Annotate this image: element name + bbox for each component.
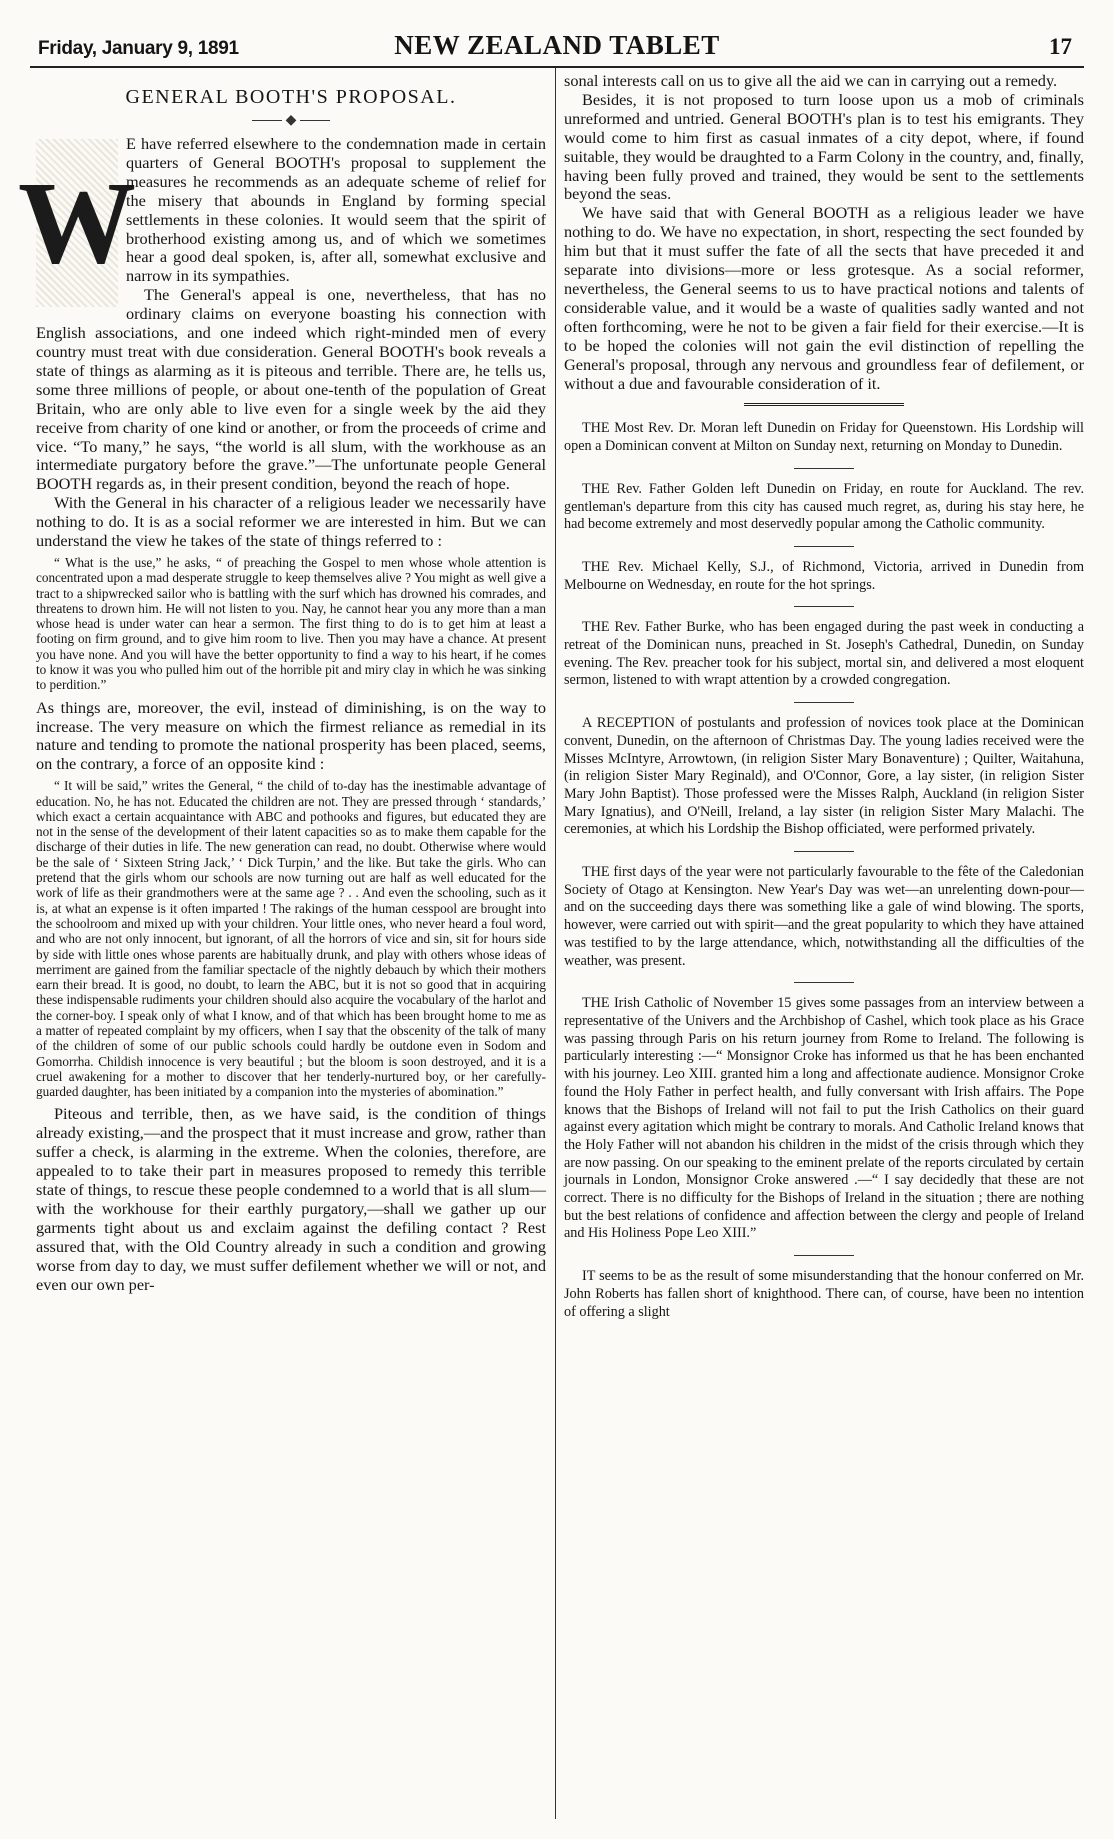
article-title: GENERAL BOOTH'S PROPOSAL. xyxy=(125,86,457,108)
item-divider xyxy=(794,851,854,852)
title-ornament: ◆ xyxy=(36,115,546,127)
news-item: IT seems to be as the result of some misunderstanding that the honour conferred on Mr. John Roberts has fallen short of knighthood. There can, of course, have been no intention of offering a slight xyxy=(564,1268,1084,1320)
page-number: 17 xyxy=(1049,34,1072,59)
item-divider xyxy=(794,1255,854,1256)
article-paragraph: Besides, it is not proposed to turn loose upon us a mob of criminals unreformed and untried. General BOOTH's plan is to test his emigrants. They would come to him first as casual inmates of a city depot, where, if found suitable, they would be draughted to a Farm Colony in the country, and, finally, having been fully proved and trained, they would be sent to the settlements beyond the seas. xyxy=(564,89,1084,204)
item-divider xyxy=(794,702,854,703)
header-rule xyxy=(30,66,1084,68)
drop-cap-letter: W xyxy=(36,139,118,307)
article-paragraph: The General's appeal is one, nevertheless, that has no ordinary claims on everyone boasting his connection with English associations, and one indeed which right-minded men of every country must treat with due consideration. General BOOTH's book reveals a state of things as alarming as it is piteous and terrible. There are, he tells us, some three millions of people, or about one-tenth of the population of Great Britain, who are only able to live even for a single week by the aid they receive from charity of one kind or another, or from the proceeds of crime and vice. “To many,” he says, “the world is all slum, with the workhouse as an intermediate purgatory before the grave.”—The unfortunate people General BOOTH regards as, in their present condition, beyond the reach of hope. xyxy=(36,285,546,494)
left-column xyxy=(18,72,546,1829)
news-item: THE Rev. Father Golden left Dunedin on Friday, en route for Auckland. The rev. gentleman's departure from this city has caused much regret, as, during his stay here, he had become extremely and most deservedly popular among the Catholic community. xyxy=(564,480,1084,533)
article-paragraph: As things are, moreover, the evil, instead of diminishing, is on the way to increase. The very measure on which the firmest reliance as remedial in its nature and tending to promote the national prosperity has been placed, seems, on the contrary, a force of an opposite kind : xyxy=(36,697,546,774)
news-item: THE Rev. Michael Kelly, S.J., of Richmond, Victoria, arrived in Dunedin from Melbourne on Wednesday, en route for the hot springs. xyxy=(564,558,1084,593)
item-divider xyxy=(794,468,854,469)
column-divider xyxy=(555,68,556,1819)
masthead-title: NEW ZEALAND TABLET xyxy=(394,30,720,60)
issue-date: Friday, January 9, 1891 xyxy=(38,38,239,59)
drop-cap xyxy=(18,139,136,307)
item-divider xyxy=(794,546,854,547)
right-column xyxy=(564,72,1084,1829)
block-quote: “ It will be said,” writes the General, “ the child of to-day has the inestimable advantage of education. No, he has not. Educated the children are not. They are pressed through ‘ standards,’ which exact a certain acquaintance with ABC and pothooks and figures, but educated they are not in the sense of the development of their latent capacities so as to make them capable for the discharge of their duties in life. The new generation can read, no doubt. Otherwise where would be the sale of ‘ Sixteen String Jack,’ ‘ Dick Turpin,’ and the like. But take the girls. Who can pretend that the girls whom our schools are now turning out are half as well educated for the work of life as their grandmothers were at the same age ? . . And even the schooling, such as it is, at what an expense is it often imparted ! The rakings of the human cesspool are brought into the schoolroom and mixed up with your children. Your little ones, who never heard a foul word, and who are not only innocent, but ignorant, of all the horrors of vice and sin, sit for hours side by side with little ones whose parents are habitually drunk, and play with others whose ideas of merriment are gained from the familiar spectacle of the nightly debauch by which their mothers earn their bread. It is good, no doubt, to learn the ABC, but it is not so good that in acquiring these indispensable rudiments your children should also acquire the vocabulary of the harlot and the corner-boy. I speak only of what I know, and of that which has been brought home to me as a matter of repeated complaint by my officers, when I say that the obscenity of the talk of many of the children of some of our public schools could hardly be outdone even in Sodom and Gomorrha. Childish innocence is very beautiful ; but the bloom is soon destroyed, and it is a cruel awakening for a mother to discover that her tenderly-nurtured boy, or her carefully-guarded daughter, has been initiated by a companion into the mysteries of abomination.” xyxy=(36,778,546,1100)
news-item: THE first days of the year were not particularly favourable to the fête of the Caledonian Society of Otago at Kensington. New Year's Day was wet—an unrelenting down-pour—and on the succeeding days there was something like a gale of wind blowing. The sports, however, were carried out with spirit—and the great popularity to which they have attained was testified to by the large attendance, which, notwithstanding all the difficulties of the weather, was present. xyxy=(564,864,1084,969)
article-paragraph: We have said that with General BOOTH as a religious leader we have nothing to do. We have no expectation, in short, respecting the sect founded by him but that it must suffer the fate of all the sects that have preceded it and separate into divisions—more or less grotesque. As a social reformer, nevertheless, the General seems to us to have practical notions and talents of considerable value, and it would be a waste of qualities sadly wanted and not often forthcoming, were he not to be given a fair field for their exercise.—It is to be hoped the colonies will not gain the evil distinction of repelling the General's proposal, through any nervous and groundless fear of defilement, or without a due and favourable consideration of it. xyxy=(564,203,1084,393)
news-item: THE Most Rev. Dr. Moran left Dunedin on Friday for Queenstown. His Lordship will open a Dominican convent at Milton on Sunday next, returning on Monday to Dunedin. xyxy=(564,420,1084,455)
item-divider xyxy=(794,606,854,607)
item-divider xyxy=(794,982,854,983)
section-divider xyxy=(744,403,904,406)
article-paragraph: E have referred elsewhere to the condemnation made in certain quarters of General BOOTH's proposal to supplement the measures he recommends as an adequate scheme of relief for the misery that abounds in England by forming special settlements in these colonies. It would seem that the spirit of brotherhood existing among us, and of which we sometimes hear a good deal spoken, is, after all, somewhat exclusive and narrow in its sympathies. xyxy=(126,134,546,286)
article-paragraph: sonal interests call on us to give all the aid we can in carrying out a remedy. xyxy=(564,71,1058,90)
news-item: THE Irish Catholic of November 15 gives some passages from an interview between a representative of the Univers and the Archbishop of Cashel, which took place as his Grace was passing through Paris on his return journey from Rome to Ireland. The following is particularly interesting :—“ Monsignor Croke has informed us that he has been enchanted with his journey. Leo XIII. granted him a long and affectionate audience. Monsignor Croke found the Holy Father in perfect health, and fully conversant with Irish affairs. The Pope knows that the Bishops of Ireland will not fail to put the Irish Catholics on their guard against every agitation which might be contrary to morals. And Catholic Ireland knows that the Holy Father will not abandon his children in the midst of the crisis through which they are now passing. On our speaking to the eminent prelate of the reports circulated by certain journals in London, Monsignor Croke answered .—“ I say decidedly that these are not correct. There is no difficulty for the Bishops of Ireland in the situation ; there are nothing but the best relations of confidence and affection between the clergy and people of Ireland and His Holiness Pope Leo XIII.” xyxy=(564,995,1084,1242)
article-paragraph: Piteous and terrible, then, as we have said, is the condition of things already existing,—and the prospect that it must increase and grow, rather than suffer a check, is alarming in the extreme. When the colonies, therefore, are appealed to to take their part in measures proposed to remedy this terrible state of things, to rescue these people condemned to a world that is all slum—with the workhouse for their earthly purgatory,—shall we gather up our garments tight about us and exclaim against the defiling contact ? Rest assured that, with the Old Country already in such a condition and growing worse from day to day, we must suffer defilement whether we will or not, and even our own per- xyxy=(36,1104,546,1294)
page-header xyxy=(30,30,1084,62)
news-item: THE Rev. Father Burke, who has been engaged during the past week in conducting a retreat of the Dominican nuns, preached in St. Joseph's Cathedral, Dunedin, on Sunday evening. The Rev. preacher took for his subject, mortal sin, and delivered a most eloquent sermon, listened to with wrapt attention by a crowded congregation. xyxy=(564,619,1084,689)
news-item: A RECEPTION of postulants and profession of novices took place at the Dominican convent, Dunedin, on the afternoon of Christmas Day. The young ladies received were the Misses McIntyre, Arrowtown, (in religion Sister Mary Bonaventure) ; Quilter, Waitahuna, (in religion Sister Mary Reginald), and O'Connor, Gore, a lay sister, (in religion Sister Mary John Baptist). Those professed were the Misses Ralph, Auckland (in religion Sister Mary Ignatius), and O'Neill, Ireland, a lay sister (in religion Sister Mary Malachi. The ceremonies, at which his Lordship the Bishop officiated, were performed privately. xyxy=(564,715,1084,838)
block-quote: “ What is the use,” he asks, “ of preaching the Gospel to men whose whole attention is concentrated upon a mad desperate struggle to keep themselves alive ? You might as well give a tract to a shipwrecked sailor who is battling with the surf which has drowned his comrades, and threatens to drown him. He will not listen to you. Nay, he cannot hear you any more than a man whose head is under water can hear a sermon. The first thing to do is to get him at least a footing on firm ground, and to give him room to live. Then you may have a chance. At present you have none. And you will have the better opportunity to find a way to his heart, if he comes to know it was you who pulled him out of the horrible pit and miry clay in which he was sinking to perdition.” xyxy=(36,554,546,693)
article-paragraph: With the General in his character of a religious leader we necessarily have nothing to do. It is as a social reformer we are interested in him. But we can understand the view he takes of the state of things referred to : xyxy=(36,493,546,551)
